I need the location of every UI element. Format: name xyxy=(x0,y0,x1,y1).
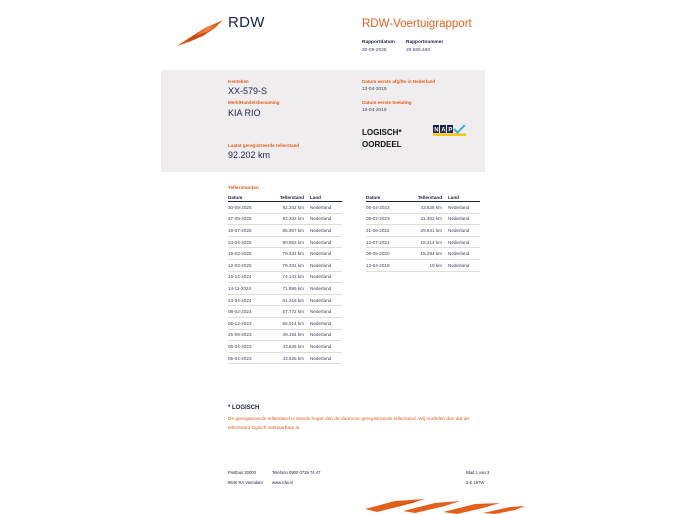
col-country-header: Land xyxy=(448,194,480,202)
report-number-block xyxy=(406,40,443,53)
row-country: Nederland xyxy=(310,248,342,260)
row-date: 06-04-2023 xyxy=(228,341,272,353)
row-odometer: 80.963 km xyxy=(272,236,310,248)
last-odometer-label: Laatst geregistreerde tellerstand xyxy=(228,143,300,148)
row-date: 05-04-2023 xyxy=(366,202,410,214)
svg-text:N: N xyxy=(434,127,439,134)
first-registration-nl: 13-04-2019 xyxy=(362,87,387,92)
report-number: 29.565.460 xyxy=(406,48,431,53)
row-country: Nederland xyxy=(310,283,342,295)
row-country: Nederland xyxy=(310,341,342,353)
first-admission-label: Datum eerste toelating xyxy=(362,100,412,105)
row-date: 06-12-2023 xyxy=(228,317,272,329)
table-row xyxy=(366,259,480,271)
make-model: KIA RIO xyxy=(228,108,261,118)
row-country: Nederland xyxy=(310,259,342,271)
row-date: 18-07-2025 xyxy=(228,225,272,237)
make-model-label: Merk/Handelsbenaming xyxy=(228,100,280,105)
row-country: Nederland xyxy=(310,225,342,237)
footnote-text: De geregistreerde tellerstand is steeds hoger dan de daarvoor geregistreerde tellerstand. Wij oordelen dan dat de tellerstand logisch verklaarbaar is. xyxy=(228,417,470,431)
row-country: Nederland xyxy=(448,248,480,260)
footer-code: 3.E 197W xyxy=(466,480,485,485)
row-country: Nederland xyxy=(310,306,342,318)
row-country: Nederland xyxy=(310,352,342,364)
table-row xyxy=(228,213,342,225)
document-title: RDW-Voertuigrapport xyxy=(362,18,472,30)
row-country: Nederland xyxy=(448,213,480,225)
row-date: 08-02-2024 xyxy=(228,306,272,318)
odometer-section-title: Tellerstanden xyxy=(228,186,259,191)
row-date: 27-09-2025 xyxy=(228,213,272,225)
col-date-header: Datum xyxy=(366,194,410,202)
first-registration-nl-label: Datum eerste afgifte in Nederland xyxy=(362,79,436,84)
table-row xyxy=(366,225,480,237)
row-odometer: 92.202 km xyxy=(272,213,310,225)
svg-text:P: P xyxy=(448,127,453,134)
brand-name: RDW xyxy=(228,14,265,31)
row-odometer: 71.999 km xyxy=(272,283,310,295)
row-odometer: 74.142 km xyxy=(272,271,310,283)
table-row xyxy=(366,248,480,260)
row-odometer: 41.302 km xyxy=(410,213,448,225)
table-header-row xyxy=(228,194,342,202)
table-row xyxy=(366,236,480,248)
nap-logo-icon xyxy=(433,125,467,136)
row-odometer: 43.625 km xyxy=(272,352,310,364)
row-odometer: 49.194 km xyxy=(272,329,310,341)
verdict xyxy=(362,127,402,151)
row-odometer: 18.314 km xyxy=(410,236,448,248)
row-odometer: 29.841 km xyxy=(410,225,448,237)
last-odometer: 92.202 km xyxy=(228,150,271,160)
row-odometer: 18.294 km xyxy=(410,248,448,260)
row-odometer: 61.215 km xyxy=(272,294,310,306)
row-date: 13-04-2019 xyxy=(366,259,410,271)
footer-phone: Telefoon 0900 0739 74 47 xyxy=(272,470,321,475)
row-odometer: 43.625 km xyxy=(410,202,448,214)
verdict-line-2: OORDEEL xyxy=(362,140,402,149)
row-date: 14-11-2024 xyxy=(228,283,272,295)
row-date: 06-05-2020 xyxy=(366,248,410,260)
row-country: Nederland xyxy=(310,213,342,225)
row-odometer: 55.014 km xyxy=(272,317,310,329)
row-date: 19-03-2025 xyxy=(228,248,272,260)
table-row xyxy=(366,202,480,214)
row-country: Nederland xyxy=(310,236,342,248)
row-country: Nederland xyxy=(448,259,480,271)
report-date-label: Rapportdatum xyxy=(362,40,395,45)
report-date: 30-09-2025 xyxy=(362,48,387,53)
table-row xyxy=(228,202,342,214)
table-header-row xyxy=(366,194,480,202)
verdict-line-1: LOGISCH* xyxy=(362,128,402,137)
table-row xyxy=(228,271,342,283)
rdw-logo-icon xyxy=(175,18,225,48)
license-plate: XX-579-S xyxy=(228,86,268,96)
footer-address-1: Postbus 30000 xyxy=(228,470,256,475)
footnote-title: * LOGISCH xyxy=(228,405,260,411)
table-row xyxy=(228,329,342,341)
row-odometer: 92.202 km xyxy=(272,202,310,214)
odometer-table-left xyxy=(228,194,342,364)
row-country: Nederland xyxy=(448,236,480,248)
row-date: 12-03-2025 xyxy=(228,259,272,271)
row-odometer: 79.331 km xyxy=(272,259,310,271)
odometer-table-right xyxy=(366,194,480,272)
row-country: Nederland xyxy=(310,294,342,306)
row-date: 12-07-2021 xyxy=(366,236,410,248)
table-row xyxy=(228,225,342,237)
row-odometer: 85.967 km xyxy=(272,225,310,237)
row-date: 24-04-2024 xyxy=(228,294,272,306)
row-date: 05-04-2023 xyxy=(228,352,272,364)
row-odometer: 43.626 km xyxy=(272,341,310,353)
table-row xyxy=(228,236,342,248)
row-date: 26-09-2023 xyxy=(228,329,272,341)
row-odometer: 57.772 km xyxy=(272,306,310,318)
footer-website[interactable]: www.rdw.nl xyxy=(272,480,293,485)
odometer-rows-left xyxy=(228,202,342,364)
row-odometer: 79.331 km xyxy=(272,248,310,260)
report-number-label: Rapportnummer xyxy=(406,40,444,45)
table-row xyxy=(228,259,342,271)
table-row xyxy=(228,248,342,260)
row-country: Nederland xyxy=(310,317,342,329)
first-admission: 13-04-2019 xyxy=(362,108,387,113)
vehicle-summary-panel xyxy=(161,70,485,172)
col-odometer-header: Tellerstand xyxy=(410,194,448,202)
col-odometer-header: Tellerstand xyxy=(272,194,310,202)
row-date: 30-09-2025 xyxy=(228,202,272,214)
row-date: 08-02-2023 xyxy=(366,213,410,225)
table-row xyxy=(228,294,342,306)
col-date-header: Datum xyxy=(228,194,272,202)
row-country: Nederland xyxy=(310,202,342,214)
row-date: 16-12-2024 xyxy=(228,271,272,283)
footer-address-2: 9640 RA Veendam xyxy=(228,480,263,485)
row-odometer: 10 km xyxy=(410,259,448,271)
row-country: Nederland xyxy=(448,225,480,237)
row-country: Nederland xyxy=(448,202,480,214)
report-date-block xyxy=(362,40,395,53)
table-row xyxy=(228,283,342,295)
table-row xyxy=(228,317,342,329)
odometer-rows-right xyxy=(366,202,480,272)
row-date: 24-04-2025 xyxy=(228,236,272,248)
plate-label: Kenteken xyxy=(228,79,249,84)
row-date: 21-06-2022 xyxy=(366,225,410,237)
table-row xyxy=(228,341,342,353)
table-row xyxy=(228,306,342,318)
row-country: Nederland xyxy=(310,329,342,341)
svg-text:A: A xyxy=(441,127,446,134)
table-row xyxy=(366,213,480,225)
row-country: Nederland xyxy=(310,271,342,283)
table-row xyxy=(228,352,342,364)
decorative-stripes-icon xyxy=(365,497,525,514)
col-country-header: Land xyxy=(310,194,342,202)
footer-page-number: Blad 1 van 3 xyxy=(466,470,490,475)
